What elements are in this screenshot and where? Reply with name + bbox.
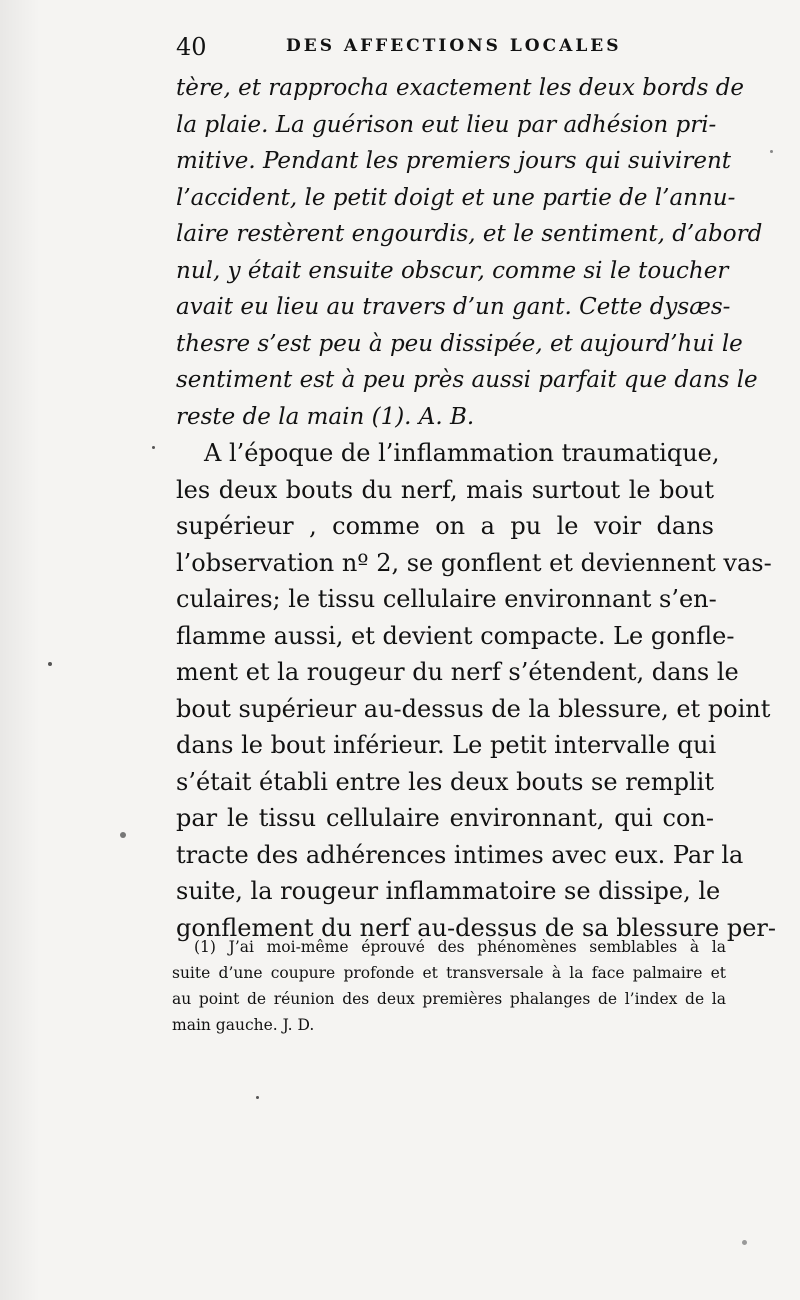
text-line: suite, la rougeur inflammatoire se dissipe, le	[176, 877, 721, 905]
text-line: tracte des adhérences intimes avec eux. Par la	[176, 840, 744, 869]
paper-speck	[120, 832, 126, 838]
text-line: s’était établi entre les deux bouts se remplit	[176, 767, 714, 796]
text-line: sentiment est à peu près aussi parfait que dans le	[176, 367, 758, 393]
main-text	[176, 70, 776, 946]
footnote-line: au point de réunion des deux premières phalanges de l’index de la	[172, 990, 726, 1008]
paragraph-first-line: A l’époque de l’inflammation traumatique,	[204, 439, 720, 467]
text-line: bout supérieur au-dessus de la blessure, et point	[176, 694, 771, 723]
text-line: culaires; le tissu cellulaire environnant s’en-	[176, 585, 717, 613]
footnote-line: suite d’une coupure profonde et transversale à la face palmaire et	[172, 964, 726, 982]
text-line: les deux bouts du nerf, mais surtout le bout	[176, 475, 714, 504]
text-line: tère, et rapprocha exactement les deux bords de	[176, 75, 745, 101]
text-line: nul, y était ensuite obscur, comme si le toucher	[176, 257, 729, 284]
page-header	[176, 32, 736, 62]
text-line: dans le bout inférieur. Le petit intervalle qui	[176, 731, 717, 759]
paper-speck	[48, 662, 52, 666]
text-line: flamme aussi, et devient compacte. Le gonfle-	[176, 621, 735, 650]
text-line: thesre s’est peu à peu dissipée, et aujourd’hui le	[176, 330, 743, 357]
footnote	[172, 934, 726, 1038]
paper-speck	[152, 446, 155, 449]
text-line: la plaie. La guérison eut lieu par adhésion pri-	[176, 111, 717, 138]
page-edge-shadow	[0, 0, 40, 1300]
text-line: l’accident, le petit doigt et une partie de l’annu-	[176, 184, 736, 211]
text-line: ment et la rougeur du nerf s’étendent, dans le	[176, 658, 739, 686]
paper-speck	[742, 1240, 747, 1245]
page-number: 40	[176, 33, 207, 61]
paper-speck	[256, 1096, 259, 1099]
footnote-line: (1) J’ai moi-même éprouvé des phénomènes semblables à la	[194, 938, 726, 956]
text-line: mitive. Pendant les premiers jours qui suivirent	[176, 148, 732, 174]
running-title: DES AFFECTIONS LOCALES	[286, 36, 622, 56]
text-line: gonflement du nerf au-dessus de sa blessure per-	[176, 913, 776, 942]
text-line: avait eu lieu au travers d’un gant. Cette dysæs-	[176, 294, 731, 320]
text-line: reste de la main (1). A. B.	[176, 403, 475, 430]
text-line: l’observation nº 2, se gonflent et deviennent vas-	[176, 548, 772, 577]
text-line: par le tissu cellulaire environnant, qui con-	[176, 804, 714, 832]
text-line: supérieur , comme on a pu le voir dans	[176, 512, 714, 540]
footnote-line: main gauche. J. D.	[172, 1016, 315, 1034]
paper-speck	[770, 150, 773, 153]
text-line: laire restèrent engourdis, et le sentiment, d’abord	[176, 221, 763, 247]
